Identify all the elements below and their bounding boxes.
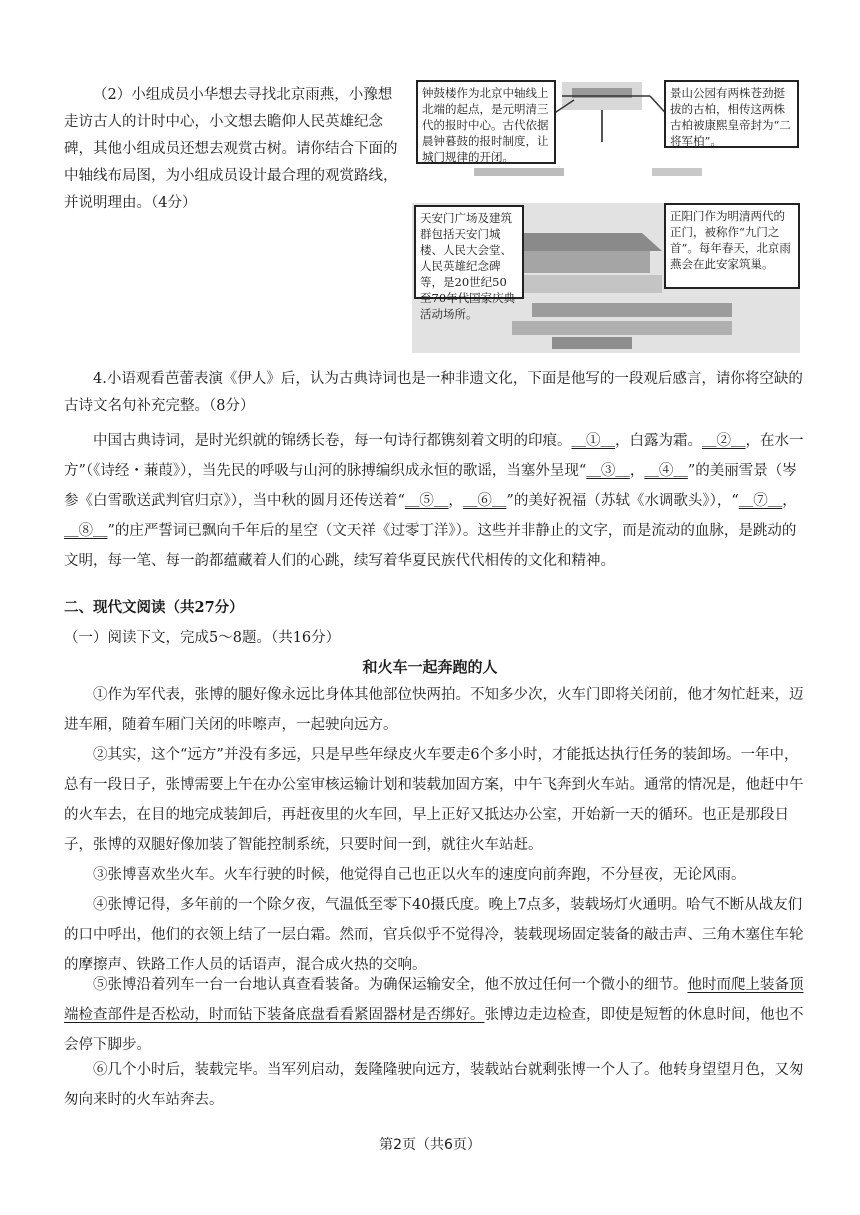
article-paragraph-6: ⑥几个小时后，装载完毕。当军列启动，轰隆隆驶向远方，装载站台就剩张博一个人了。他转身望望月色，又匆匆向来时的火车站奔去。 [64,1062,804,1108]
q4-text-1: 中国古典诗词，是时光织就的锦绣长卷，每一句诗行都镌刻着文明的印痕。 [93,433,572,449]
q4-text-2: ，白露为霜。 [615,433,702,449]
article-title: 和火车一起奔跑的人 [362,658,498,676]
caption-zhengyangmen: 正阳门作为明清两代的正门，被称作“九门之首”。每年春天，北京雨燕会在此安家筑巢。 [664,203,800,289]
blank-8[interactable]: ＿⑧＿ [64,523,108,539]
q4-text-6: ， [448,493,463,509]
blank-3[interactable]: ＿③＿ [586,463,630,479]
q4-text-4: ， [629,463,645,479]
q4-text-5: ”的美丽雪景（岑参《白雪歌送武判官归京》），当中秋的圆月还传送着“ [64,463,797,509]
para5-underlined-sentence: 他时而爬上装备顶端检查部件是否松动，时而钻下装备底盘看看紧固器材是否绑好。 [64,977,804,1023]
q4-text-8: ， [782,493,797,509]
caption-zhonggulou: 钟鼓楼作为北京中轴线上北端的起点，是元明清三代的报时中心。古代依据晨钟暮鼓的报时制度，让城门规律的开闭。 [416,80,556,164]
para5-text-b: 张博边走边检查，即使是短暂的休息时间，他也不会停下脚步。 [64,1007,804,1053]
article-paragraph-2: ②其实，这个“远方”并没有多远，只是早些年绿皮火车要走6个多小时，才能抵达执行任务的装卸场。一年中，总有一段日子，张博需要上午在办公室审核运输计划和装载加固方案，中午飞奔到火车站。通常的情况是，他赶中午的火车去，在目的地完成装卸后，再赶夜里的火车回，早上正好又抵达办公室，开始新一天的循环。也正是那段日子，张博的双腿好像加装了智能控制系统，只要时间一到，就往火车站赶。 [64,747,804,853]
blank-1[interactable]: ＿①＿ [571,433,615,449]
blank-2[interactable]: ＿②＿ [702,433,746,449]
page-footer: 第2页（共6页） [379,1137,481,1153]
map-diagram-top [414,80,799,180]
q4-text-3: ，在水一方”（《诗经・蒹葭》），当先民的呼吸与山河的脉搏编织成永恒的歌谣，当塞外呈现“ [64,433,804,479]
caption-tiananmen: 天安门广场及建筑群包括天安门城楼、人民大会堂、人民英雄纪念碑等，是20世纪50至70年代国家庆典活动场所。 [414,205,524,299]
blank-4[interactable]: ＿④＿ [644,463,688,479]
article-paragraph-3: ③张博喜欢坐火车。火车行驶的时候，他觉得自己也正以火车的速度向前奔跑，不分昼夜，无论风雨。 [93,867,746,883]
para5-text-a: ⑤张博沿着列车一台一台地认真查看装备。为确保运输安全，他不放过任何一个微小的细节。 [93,977,688,993]
subsection-heading: （一）阅读下文，完成5～8题。（共16分） [64,630,341,646]
blank-7[interactable]: ＿⑦＿ [738,493,783,509]
map-diagram-bottom [412,203,800,353]
article-paragraph-5 [64,970,804,1060]
question-4-prompt: 4.小语观看芭蕾表演《伊人》后，认为古典诗词也是一种非遗文化，下面是他写的一段观后感言，请你将空缺的古诗文名句补充完整。（8分） [64,371,803,414]
q4-text-9: ”的庄严誓词已飘向千年后的星空（文天祥《过零丁洋》）。这些并非静止的文字，而是流动的血脉，是跳动的文明，每一笔、每一韵都蕴藏着人们的心跳，续写着华夏民族代代相传的文化和精神。 [64,523,797,569]
blank-5[interactable]: ＿⑤＿ [404,493,449,509]
question-2-text: （2）小组成员小华想去寻找北京雨燕，小豫想走访古人的计时中心，小文想去瞻仰人民英雄纪念碑，其他小组成员还想去观赏古树。请你结合下面的中轴线布局图，为小组成员设计最合理的观赏路线，并说明理由。（4分） [64,87,398,211]
question-4-passage [64,426,804,576]
section-heading: 二、现代文阅读（共27分） [64,599,244,616]
article-paragraph-1: ①作为军代表，张博的腿好像永远比身体其他部位快两拍。不知多少次，火车门即将关闭前，他才匆忙赶来，迈进车厢，随着车厢门关闭的咔嚓声，一起驶向远方。 [64,687,804,733]
blank-6[interactable]: ＿⑥＿ [462,493,507,509]
q4-text-7: ”的美好祝福（苏轼《水调歌头》），“ [506,493,739,509]
caption-jingshan: 景山公园有两株苍劲挺拔的古柏，相传这两株古柏被康熙皇帝封为“二将军柏”。 [664,80,799,148]
article-paragraph-4: ④张博记得，多年前的一个除夕夜，气温低至零下40摄氏度。晚上7点多，装载场灯火通明。哈气不断从战友们的口中呼出，他们的衣领上结了一层白霜。然而，官兵似乎不觉得冷，装载现场固定装备的敲击声、三角木塞住车轮的摩擦声、铁路工作人员的话语声，混合成火热的交响。 [64,897,804,973]
